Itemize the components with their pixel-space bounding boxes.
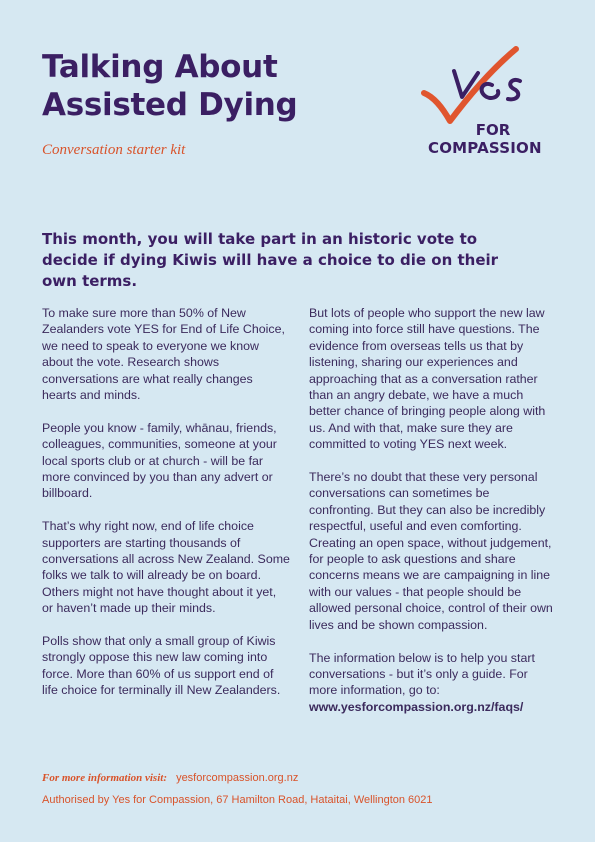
logo-for-text: FOR xyxy=(475,121,511,139)
logo-yes-text: Yes xyxy=(420,45,422,46)
authorised-statement: Authorised by Yes for Compassion, 67 Hamilton Road, Hataitai, Wellington 6021 xyxy=(42,794,433,806)
page-title xyxy=(42,48,297,124)
paragraph: People you know - family, whānau, friends, colleagues, communities, someone at your local sports club or at church - will be far more convinced by you than any advert or billboard. xyxy=(42,420,277,501)
tick-icon xyxy=(420,45,560,125)
subtitle: Conversation starter kit xyxy=(42,142,186,158)
paragraph: To make sure more than 50% of New Zealanders vote YES for End of Life Choice, we need to speak to everyone we know about the vote. Research shows conversations are what really changes hearts and minds. xyxy=(42,306,285,403)
footer-info-label: For more information visit: xyxy=(42,772,167,784)
footer-info-link[interactable]: yesforcompassion.org.nz xyxy=(176,772,299,784)
lede-heading: This month, you will take part in an historic vote to decide if dying Kiwis will have a choice to die on their own terms. xyxy=(42,230,499,290)
paragraph: The information below is to help you start conversations - but it’s only a guide. For more information, go to: xyxy=(309,650,535,698)
paragraph: Polls show that only a small group of Kiwis strongly oppose this new law coming into force. More than 60% of us support end of life choice for terminally ill New Zealanders. xyxy=(42,634,281,698)
left-column xyxy=(42,305,290,715)
title-line-2: Assisted Dying xyxy=(42,87,298,123)
paragraph: There’s no doubt that these very personal conversations can sometimes be confronting. But they can also be incredibly respectful, useful and even comforting. Creating an open space, without judgement, for people to ask questions and share concerns means we are campaigning in line with our values - that people should be allowed personal choice, control of their own lives and be shown compassion. xyxy=(309,470,553,632)
right-column xyxy=(309,305,557,715)
paragraph: That’s why right now, end of life choice supporters are starting thousands of conversations all across New Zealand. Some folks we talk to will already be on board. Others might not have thought about it yet, or haven’t made up their minds. xyxy=(42,519,290,616)
faq-link[interactable]: www.yesforcompassion.org.nz/faqs/ xyxy=(309,699,524,714)
paragraph: But lots of people who support the new law coming into force still have questions. The evidence from overseas tells us that by listening, sharing our experiences and approaching that as a conversation rather than an angry debate, we have a much better chance of bringing people along with us. And with that, make sure they are committed to voting YES next week. xyxy=(309,306,546,452)
yes-for-compassion-logo xyxy=(420,45,560,163)
logo-compassion-text: COMPASSION xyxy=(428,139,542,157)
title-line-1: Talking About xyxy=(42,49,278,85)
footer-info xyxy=(42,772,298,784)
